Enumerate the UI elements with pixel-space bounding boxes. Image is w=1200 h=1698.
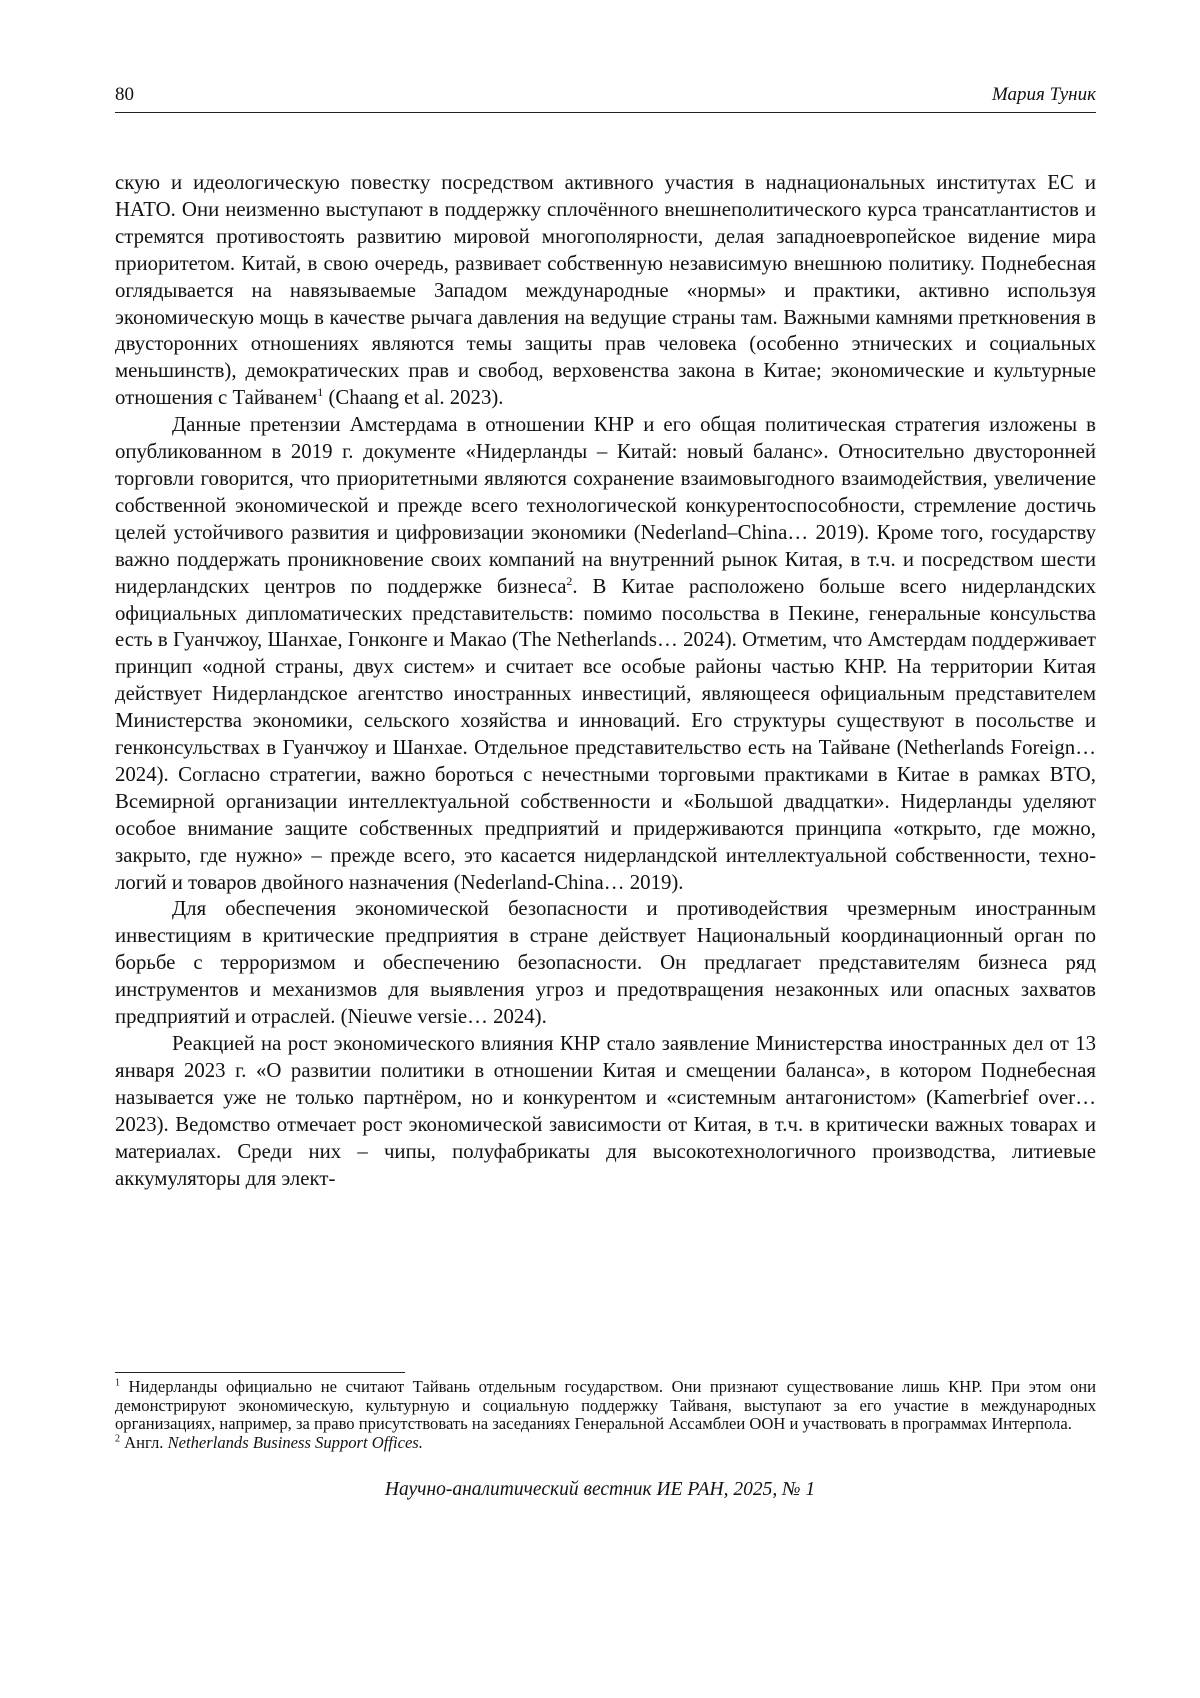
footnote-2-prefix: Англ. <box>120 1432 168 1452</box>
footnote-2-italic: Netherlands Business Support Offices. <box>167 1432 423 1452</box>
paragraph-1-tail: (Chaang et al. 2023). <box>323 386 504 410</box>
main-text <box>115 170 1096 1192</box>
running-header <box>115 84 1096 113</box>
footnote-1 <box>115 1378 1096 1434</box>
journal-footer: Научно-аналитический вестник ИЕ РАН, 2025, № 1 <box>384 1479 816 1500</box>
running-author: Мария Туник <box>992 84 1096 105</box>
paragraph-1-text: скую и идеологическую повестку посредством активного участия в наднациональных институтах ЕС и НАТО. Они неизменно выступают в поддержку сплочённого внешнеполитического курса трансатлантистов и стремятся противостоять развитию мировой многополярности, делая западноевропейское видение мира приоритетом. Китай, в свою очередь, развивает собственную независимую внешнюю политику. Поднебесная оглядывается на навязываемые Западом международные «нормы» и практики, активно используя экономическую мощь в качестве рычага давления на ведущие страны там. Важными камнями преткновения в двусторонних отношениях являются темы защиты прав человека (особенно этнических и социальных меньшинств), демократических прав и свобод, верховенства закона в Китае; экономические и культурные отношения с Тайванем <box>115 171 1096 410</box>
page-number: 80 <box>115 84 134 105</box>
footnote-1-text: Нидерланды официально не считают Тайвань отдельным государством. Они признают существование лишь КНР. При этом они демонстрируют экономическую, культурную и социальную поддержку Тайваня, выступают за его участие в международных организациях, например, за право присутствовать на заседаниях Генеральной Ассамблеи ООН и участвовать в программах Интерпола. <box>115 1377 1096 1434</box>
footnote-ref-2[interactable]: 2 <box>566 573 573 588</box>
footnote-2 <box>115 1434 1096 1453</box>
paragraph-3: Для обеспечения экономической безопасности и противодействия чрезмерным иностранным инвестициям в критические предприятия в стране действует Национальный координационный орган по борьбе с терроризмом и обеспечению безопасности. Он предлагает представителям бизнеса ряд инструментов и механизмов для выявления угроз и предотвращения незаконных или опасных захватов предприятий и отраслей. (Nieuwe versie… 2024). <box>115 897 1096 1029</box>
paragraph-4: Реакцией на рост экономического влияния КНР стало заявление Министерства иностранных дел от 13 января 2023 г. «О развитии политики в отношении Китая и смещении баланса», в котором Поднебесная называется уже не только партнёром, но и конкурентом и «системным антагонистом» (Kamerbrief over… 2023). Ведомство отмечает рост экономической зависимости от Китая, в т.ч. в критически важных товарах и материалах. Среди них – чипы, полуфабрикаты для высокотехнологичного производства, литиевые аккумуляторы для элект- <box>115 1032 1096 1190</box>
paragraph-2-text: Данные претензии Амстердама в отношении КНР и его общая политическая стратегия изложены в опубликованном в 2019 г. документе «Нидерланды – Китай: новый баланс». Относительно двусторонней торговли говорится, что приоритетными являются сохранение взаимовыгодного взаимодействия, увеличение собственной экономической и прежде всего технологической конкурентоспособности, стремление достичь целей устойчивого развития и цифровизации экономики (Nederland–China… 2019). Кроме того, государству важно поддержать проникновение своих компаний на внутренний рынок Китая, в т.ч. и посредством шести нидерландских центров по поддержке бизнеса <box>115 413 1096 598</box>
paragraph-2-tail: . В Китае расположено больше всего нидерландских официальных дипломатических представительств: помимо посольства в Пекине, генеральные консульства есть в Гуанчжоу, Шанхае, Гонконге и Макао (The Netherlands… 2024). Отметим, что Амстердам поддерживает принцип «одной страны, двух систем» и считает все особые районы частью КНР. На территории Китая действует Нидерландское агентство иностранных инвестиций, являющееся официальным представителем Министерства экономики, сельского хозяйства и инноваций. Его структуры существуют в посольстве и генконсульствах в Гуанчжоу и Шанхае. Отдельное представительство есть на Тайване (Netherlands Foreign… 2024). Согласно стратегии, важно бороться с нечестными торговыми практиками в Китае в рамках ВТО, Всемирной организации интеллектуальной собственности и «Большой двадцатки». Нидерланды уделяют особое внимание защите собственных предприятий и придерживаются принципа «открыто, где можно, закрыто, где нужно» – прежде всего, это касается нидерландской интеллектуальной собственности, техно-логий и товаров двойного назначения (Nederland-China… 2019). <box>115 574 1096 894</box>
footnotes <box>115 1378 1096 1452</box>
paragraph-2 <box>115 412 1096 896</box>
footnote-2-mark: 2 <box>115 1433 120 1445</box>
footnote-ref-1[interactable]: 1 <box>317 385 324 400</box>
footnote-separator <box>115 1372 405 1373</box>
footnote-1-mark: 1 <box>115 1377 120 1389</box>
paragraph-1 <box>115 170 1096 412</box>
